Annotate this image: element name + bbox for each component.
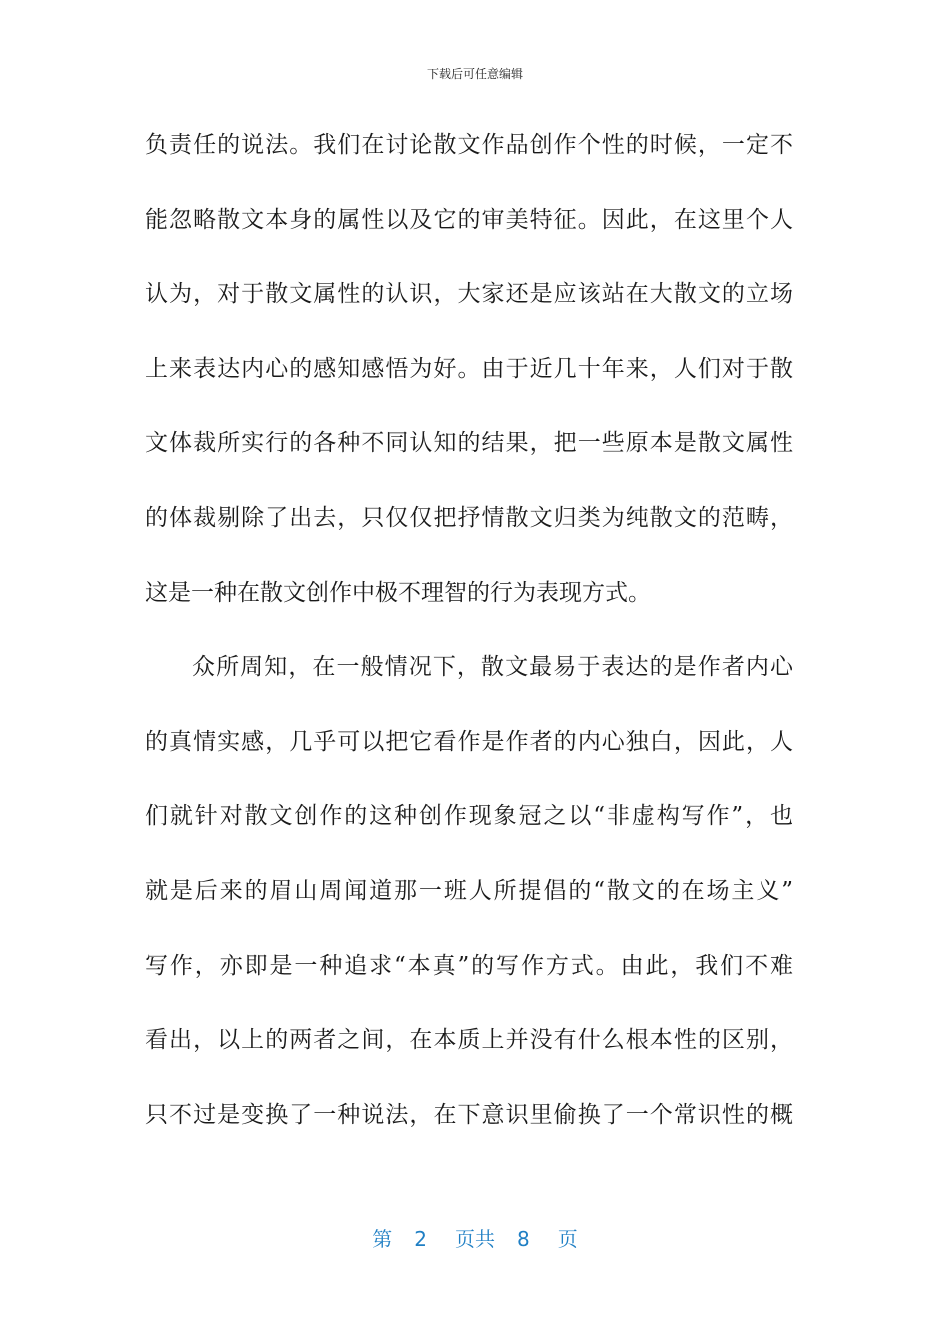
text-line: 写作，亦即是一种追求“本真”的写作方式。由此，我们不难 [145,952,793,979]
text-line: 上来表达内心的感知感悟为好。由于近几十年来，人们对于散 [145,355,793,382]
page-footer [0,1225,950,1253]
text-line: 只不过是变换了一种说法，在下意识里偷换了一个常识性的概 [145,1101,793,1128]
footer-suffix: 页 [557,1227,578,1251]
text-line: 看出，以上的两者之间，在本质上并没有什么根本性的区别， [145,1027,793,1054]
text-line: 这是一种在散文创作中极不理智的行为表现方式。 [145,579,651,606]
page-header-note: 下载后可任意编辑 [426,67,523,81]
text-line: 的体裁剔除了出去，只仅仅把抒情散文归类为纯散文的范畴， [145,504,793,531]
text-line: 认为，对于散文属性的认识，大家还是应该站在大散文的立场 [145,281,793,308]
text-line: 能忽略散文本身的属性以及它的审美特征。因此，在这里个人 [145,206,793,233]
total-pages-number: 8 [517,1227,530,1251]
footer-prefix: 第 [372,1227,393,1251]
document-body [145,120,793,1164]
text-line: 们就针对散文创作的这种创作现象冠之以“非虚构写作”，也 [145,803,793,830]
current-page-number: 2 [414,1227,427,1251]
text-line: 文体裁所实行的各种不同认知的结果，把一些原本是散文属性 [145,430,793,457]
text-line: 就是后来的眉山周闻道那一班人所提倡的“散文的在场主义” [145,877,793,904]
text-line: 的真情实感，几乎可以把它看作是作者的内心独白，因此，人 [145,728,793,755]
text-line: 负责任的说法。我们在讨论散文作品创作个性的时候，一定不 [145,132,793,158]
footer-middle: 页共 [455,1227,495,1251]
text-line: 众所周知，在一般情况下，散文最易于表达的是作者内心 [192,654,793,681]
